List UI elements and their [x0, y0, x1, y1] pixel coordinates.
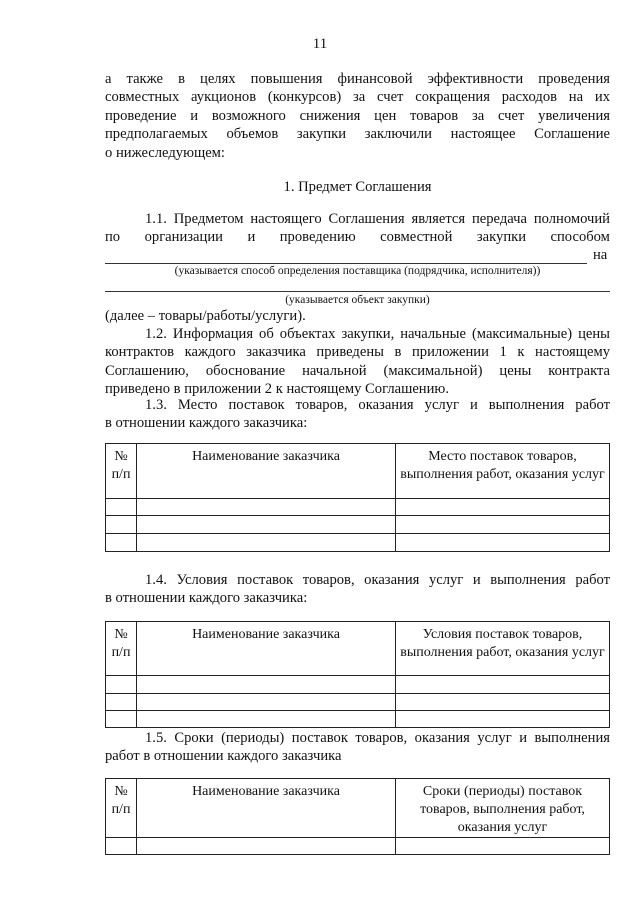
col-value-header: Условия поставок товаров, выполнения работ, оказания услуг [396, 622, 610, 676]
col-customer-header: Наименование заказчика [137, 779, 396, 838]
table-row [106, 676, 610, 694]
table-header-row [106, 444, 610, 499]
table-cell [396, 516, 610, 534]
p11-word: по [105, 229, 121, 246]
p11-word: проведению [279, 229, 356, 246]
table-cell [137, 694, 396, 711]
table-cell [137, 516, 396, 534]
paragraph-1-1 [105, 210, 610, 247]
table-cell [396, 711, 610, 728]
note-object: (указывается объект закупки) [285, 294, 430, 306]
table-cell [106, 838, 137, 855]
p12-line: Соглашению, обоснование начальной (максимальной) цены контракта [105, 362, 610, 379]
p14-line: 1.4. Условия поставок товаров, оказания услуг и выполнения работ [145, 572, 610, 588]
intro-line: совместных аукционов (конкурсов) за счет сокращения расходов на их [105, 89, 610, 106]
p12-line: приведено в приложении 2 к настоящему Соглашению. [105, 381, 449, 398]
fill-line-object [105, 290, 610, 292]
table-cell [396, 534, 610, 552]
table-row [106, 499, 610, 516]
col-number-header: № п/п [106, 779, 137, 838]
table-cell [106, 499, 137, 516]
paragraph-1-2 [105, 325, 610, 399]
p11-word: способом [550, 229, 610, 246]
p15-line: работ в отношении каждого заказчика [105, 748, 342, 765]
p12-line: контрактов каждого заказчика приведены в приложении 1 к настоящему [105, 344, 610, 361]
col-number-header: № п/п [106, 622, 137, 676]
table-row [106, 694, 610, 711]
table-cell [137, 711, 396, 728]
table-cell [137, 838, 396, 855]
table-cell [137, 534, 396, 552]
p11-word: и [247, 229, 256, 246]
p11-word: закупки [476, 229, 527, 246]
table-header-row [106, 622, 610, 676]
p11-line-words [105, 228, 610, 246]
table-cell [137, 676, 396, 694]
p12-line: 1.2. Информация об объектах закупки, начальные (максимальные) цены [145, 326, 610, 342]
note-method: (указывается способ определения поставщика (подрядчика, исполнителя)) [174, 265, 541, 277]
table-row [106, 516, 610, 534]
table-row [106, 711, 610, 728]
fill-line-method [105, 262, 587, 264]
table-row [106, 838, 610, 855]
intro-line: а также в целях повышения финансовой эффективности проведения [105, 71, 610, 87]
table-cell [106, 676, 137, 694]
table-cell [396, 694, 610, 711]
p13-line: в отношении каждого заказчика: [105, 415, 308, 432]
table-row [106, 534, 610, 552]
col-value-header: Сроки (периоды) поставок товаров, выполнения работ, оказания услуг [396, 779, 610, 838]
paragraph-1-5 [105, 729, 610, 766]
table-cell [106, 694, 137, 711]
word-na: на [593, 247, 608, 263]
col-customer-header: Наименование заказчика [137, 444, 396, 499]
table-cell [106, 534, 137, 552]
table-delivery-conditions [105, 621, 610, 728]
intro-line: проведение и возможного снижения цен товаров за счет увеличения [105, 107, 610, 124]
table-delivery-place [105, 443, 610, 552]
table-cell [106, 711, 137, 728]
p11-line: 1.1. Предметом настоящего Соглашения является передача полномочий [145, 211, 610, 227]
col-customer-header: Наименование заказчика [137, 622, 396, 676]
col-number-header: № п/п [106, 444, 137, 499]
paragraph-1-4 [105, 571, 610, 608]
page-number: 11 [312, 36, 328, 52]
col-value-header: Место поставок товаров, выполнения работ, оказания услуг [396, 444, 610, 499]
p13-line: 1.3. Место поставок товаров, оказания услуг и выполнения работ [145, 397, 610, 413]
p11-tail: (далее – товары/работы/услуги). [105, 308, 306, 324]
p14-line: в отношении каждого заказчика: [105, 590, 308, 607]
table-header-row [106, 779, 610, 838]
table-cell [137, 499, 396, 516]
p11-word: совместной [380, 229, 453, 246]
table-cell [396, 838, 610, 855]
p11-word: организации [144, 229, 223, 246]
table-delivery-terms [105, 778, 610, 855]
intro-paragraph [105, 70, 610, 162]
table-cell [106, 516, 137, 534]
table-cell [396, 676, 610, 694]
paragraph-1-3 [105, 396, 610, 433]
intro-line: о нижеследующем: [105, 144, 225, 161]
section-heading: 1. Предмет Соглашения [283, 179, 432, 195]
table-cell [396, 499, 610, 516]
intro-line: предполагаемых объемов закупки заключили настоящее Соглашение [105, 126, 610, 143]
p15-line: 1.5. Сроки (периоды) поставок товаров, оказания услуг и выполнения [145, 730, 610, 746]
